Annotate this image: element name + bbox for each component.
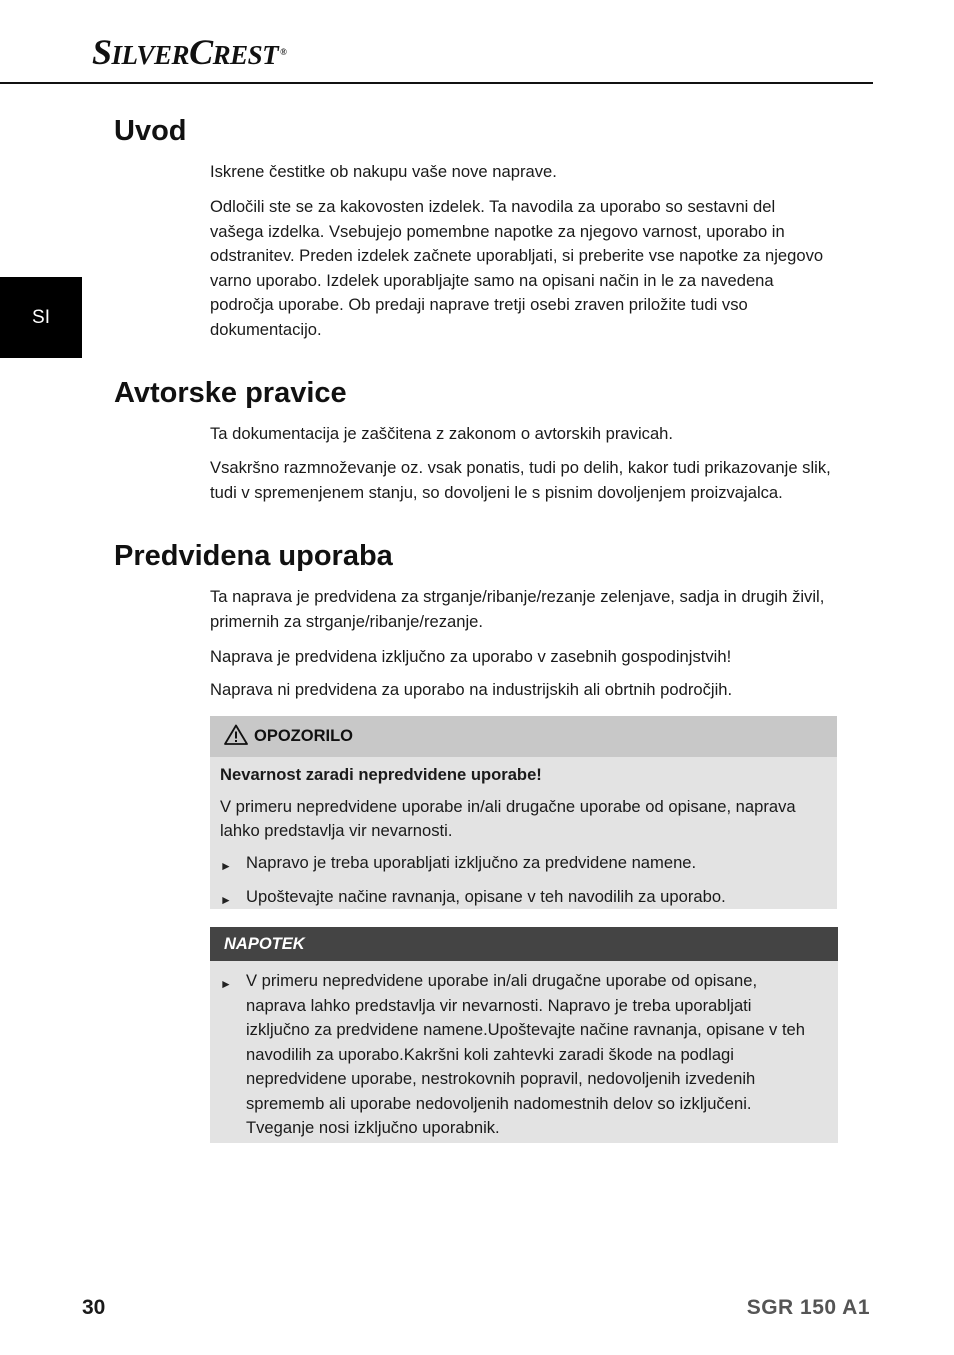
- copyright-paragraph-1: Ta dokumentacija je zaščitena z zakonom o avtorskih pravicah.: [210, 424, 674, 443]
- language-tab: SI: [0, 277, 82, 358]
- intro-paragraph-2: Odločili ste se za kakovosten izdelek. Ta navodila za uporabo so sestavni del vašega izdelka. Vsebujejo pomembne napotke za njegovo varnost, uporabo in odstranitev. Preden izdelek začnete uporabljati, si preberite vse napotke za njegovo varno uporabo. Izdelek uporabljajte samo na opisani način in le za navedena področja uporabe. Ob predaji naprave tretji osebi zraven priložite tudi vso dokumentacijo.: [210, 197, 824, 339]
- warning-triangle-icon: [224, 724, 254, 750]
- warning-subtitle: Nevarnost zaradi nepredvidene uporabe!: [220, 765, 542, 784]
- page-number: 30: [82, 1296, 106, 1319]
- copyright-paragraph-2: Vsakršno razmnoževanje oz. vsak ponatis, tudi po delih, kakor tudi prikazovanje slik, tudi v spremenjenem stanju, so dovoljeni le s pisnim dovoljenjem proizvajalca.: [210, 458, 831, 502]
- warning-text: V primeru nepredvidene uporabe in/ali drugačne uporabe od opisane, naprava lahko predstavlja vir nevarnosti.: [220, 796, 796, 840]
- note-header: [210, 927, 838, 961]
- heading-intended-use: Predvidena uporaba: [114, 540, 393, 572]
- warning-header: [210, 716, 837, 757]
- note-box: [210, 927, 838, 1143]
- intended-use-paragraph-1: Ta naprava je predvidena za strganje/ribanje/rezanje zelenjave, sadja in drugih živil, primernih za strganje/ribanje/rezanje.: [210, 587, 825, 631]
- warning-box: [210, 716, 837, 909]
- heading-copyright: Avtorske pravice: [114, 377, 347, 409]
- bullet-arrow-icon: ►: [220, 977, 232, 991]
- intended-use-paragraph-3: Naprava ni predvidena za uporabo na industrijskih ali obrtnih področjih.: [210, 680, 733, 699]
- bullet-arrow-icon: ►: [220, 858, 232, 873]
- brand-logo: SILVERCREST ®: [92, 32, 287, 72]
- heading-intro: Uvod: [114, 115, 187, 147]
- list-item: ► Upoštevajte načine ravnanja, opisane v teh navodilih za uporabo.: [220, 885, 827, 913]
- warning-title: OPOZORILO: [254, 727, 353, 745]
- note-title: NAPOTEK: [224, 934, 305, 953]
- intended-use-paragraph-2: Naprava je predvidena izključno za uporabo v zasebnih gospodinjstvih!: [210, 647, 732, 666]
- header-rule: [0, 82, 873, 84]
- list-item: ► Napravo je treba uporabljati izključno za predvidene namene.: [220, 851, 827, 879]
- intro-paragraph-1: Iskrene čestitke ob nakupu vaše nove naprave.: [210, 162, 557, 181]
- list-item: ► V primeru nepredvidene uporabe in/ali drugačne uporabe od opisane, naprava lahko predstavlja vir nevarnosti. Napravo je treba uporabljati izključno za predvidene namene.Upoštevajte načine ravnanja, opisane v teh navodilih za uporabo.Kakršni koli zahtevki zaradi škode na podlagi nepredvidene uporabe, nestrokovnih popravil, nedovoljenih izvedenih sprememb ali uporabe nedovoljenih nadomestnih delov so izključeni. Tveganje nosi izključno uporabnik.: [220, 969, 828, 1141]
- bullet-arrow-icon: ►: [220, 893, 232, 907]
- model-number: SGR 150 A1: [746, 1296, 870, 1319]
